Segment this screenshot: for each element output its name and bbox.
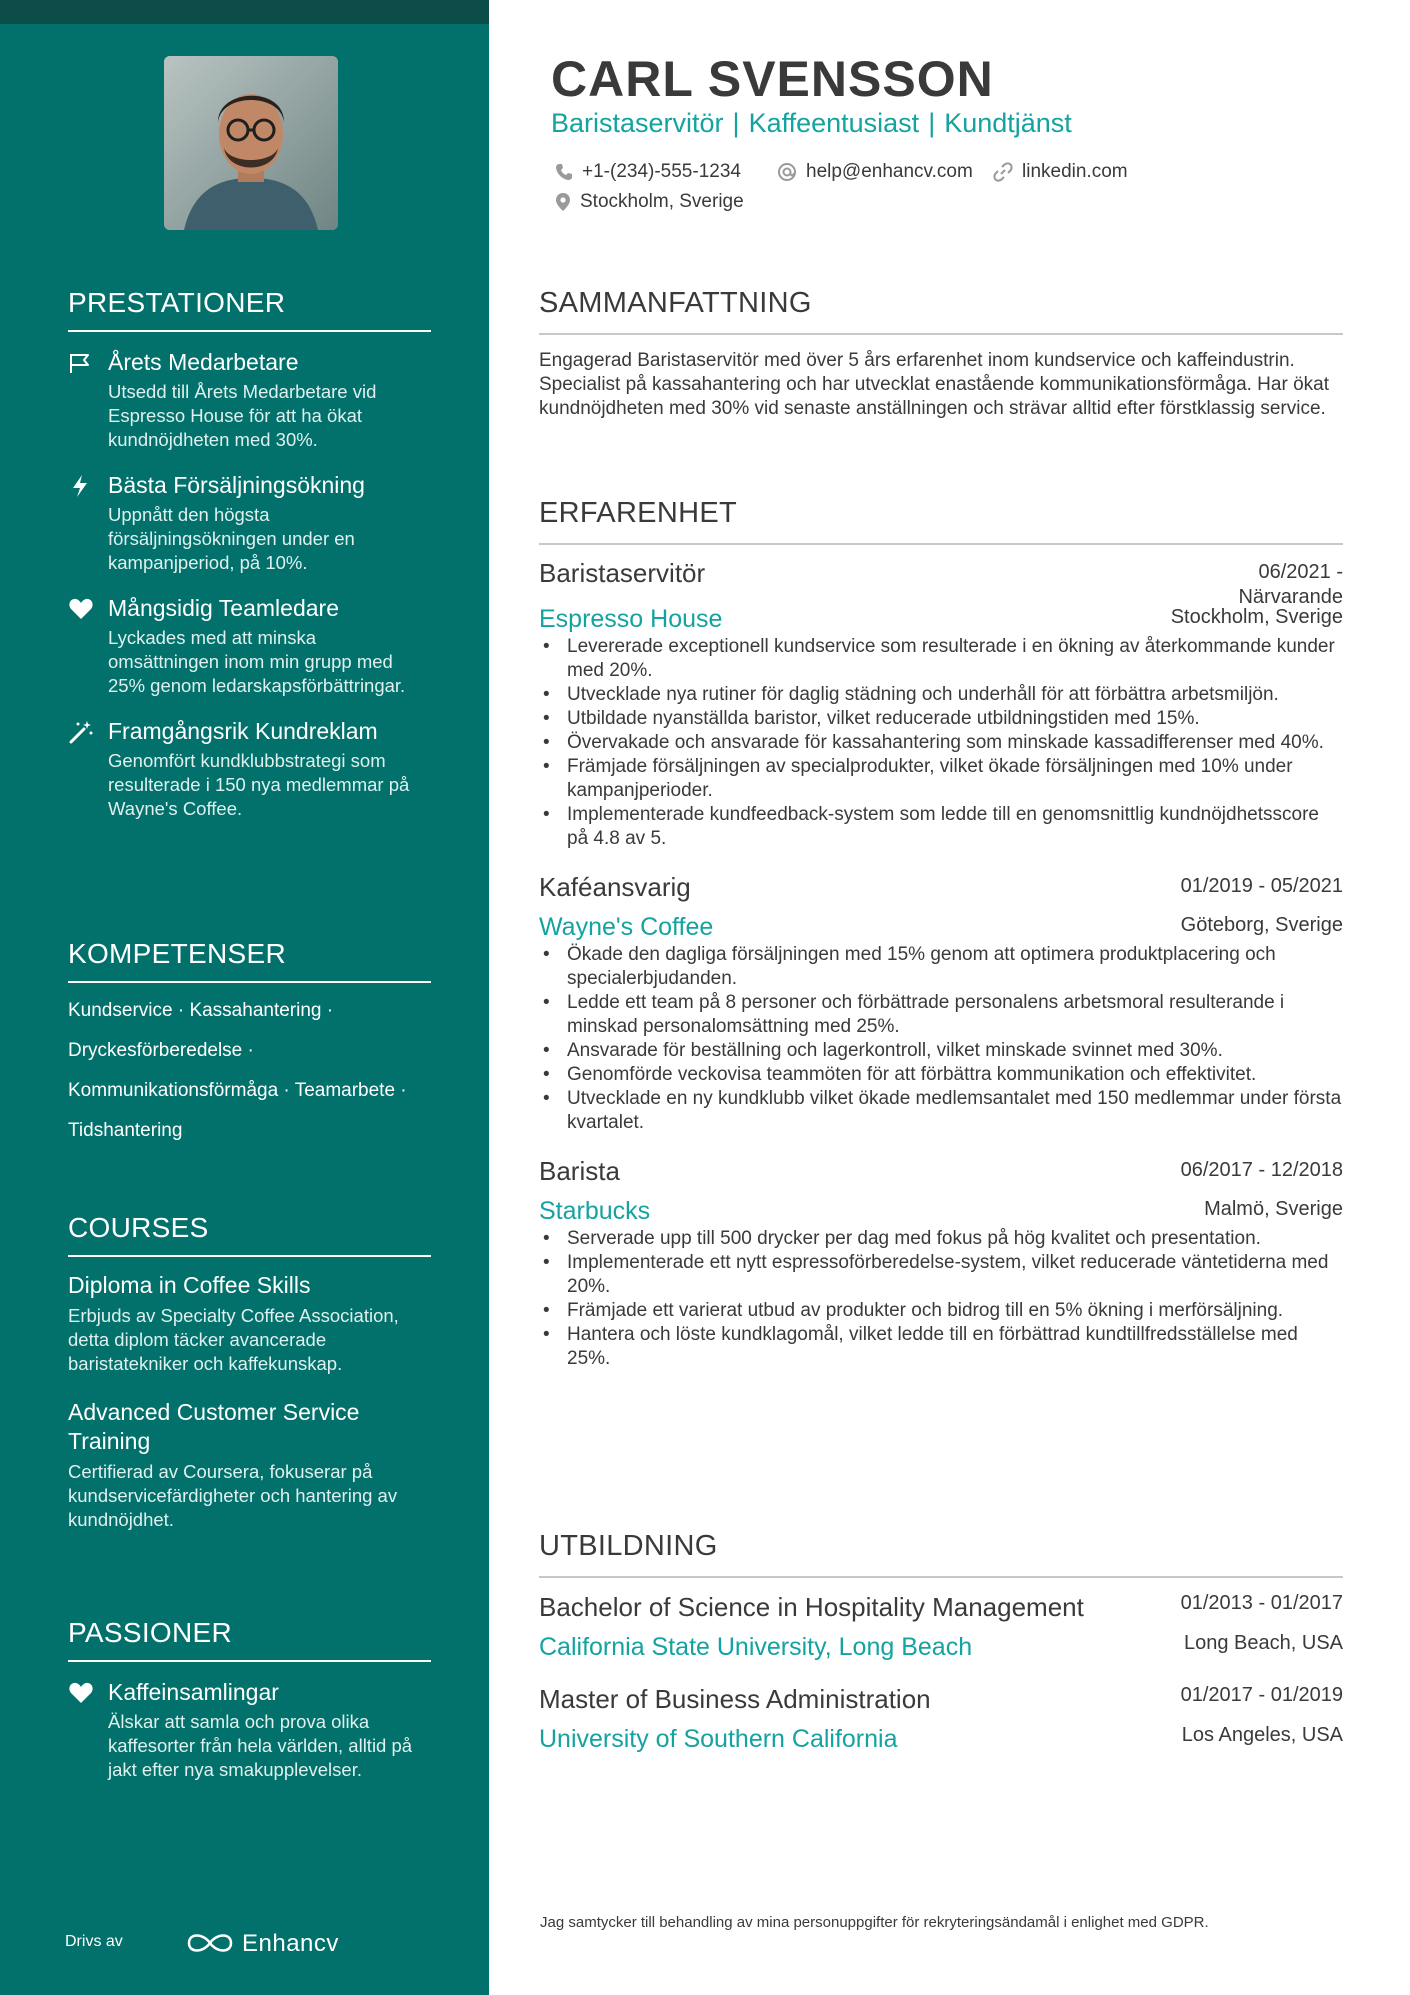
- job-bullet: • Levererade exceptionell kundservice som resulterade i en ökning av återkommande kunder med 20%.: [567, 635, 1343, 683]
- linkedin-text: linkedin.com: [1022, 161, 1128, 182]
- heart-icon: [68, 1681, 94, 1705]
- job-bullet: • Hantera och löste kundklagomål, vilket ledde till en förbättrad kundtillfredsställelse med 25%.: [567, 1323, 1343, 1371]
- skills-list: [68, 999, 431, 1159]
- job-bullet: • Övervakade och ansvarade för kassahantering som minskade kassadifferenser med 40%.: [567, 731, 1343, 755]
- location-text: Stockholm, Sverige: [580, 191, 744, 212]
- gdpr-consent-text: Jag samtycker till behandling av mina personuppgifter för rekryteringsändamål i enlighet med GDPR.: [540, 1914, 1209, 1931]
- powered-by: [65, 1928, 365, 1958]
- experience-section: [539, 497, 1343, 1371]
- achievement-item: [68, 716, 431, 821]
- flag-icon: [68, 351, 94, 375]
- powered-by-label: Drivs av: [65, 1933, 123, 1950]
- course-description: Certifierad av Coursera, fokuserar på kundservicefärdigheter och hantering av kundnöjdhet.: [68, 1461, 398, 1530]
- experience-heading: ERFARENHET: [539, 497, 1343, 545]
- job-location: Stockholm, Sverige: [1170, 606, 1343, 628]
- job-date-start: 06/2021 -: [1258, 561, 1343, 583]
- passion-description: Älskar att samla och prova olika kaffesorter från hela världen, alltid på jakt efter nya smakupplevelser.: [108, 1711, 413, 1780]
- job-entry: [539, 871, 1343, 1135]
- magic-wand-icon: [68, 720, 94, 744]
- job-bullet: • Genomförde veckovisa teammöten för att förbättra kommunikation och effektivitet.: [567, 1063, 1343, 1087]
- courses-heading: COURSES: [68, 1212, 431, 1257]
- lightning-icon: [68, 474, 94, 498]
- job-location: Malmö, Sverige: [1204, 1198, 1343, 1220]
- profile-photo: [164, 56, 338, 230]
- course-item: [68, 1271, 431, 1376]
- job-bullet: • Utbildade nyanställda baristor, vilket reducerade utbildningstiden med 15%.: [567, 707, 1343, 731]
- headline-separator: |: [928, 108, 936, 138]
- email-text: help@enhancv.com: [806, 161, 973, 182]
- job-date: 01/2019 - 05/2021: [1180, 875, 1343, 897]
- achievement-description: Utsedd till Årets Medarbetare vid Espresso House för att ha ökat kundnöjdheten med 30%.: [108, 381, 377, 450]
- job-company-row: [539, 911, 1343, 943]
- course-description: Erbjuds av Specialty Coffee Association, detta diplom täcker avancerade baristatekniker och kaffekunskap.: [68, 1305, 399, 1374]
- job-bullet: • Ledde ett team på 8 personer och förbättrade personalens arbetsmoral resulterande i minskad personalomsättning med 25%.: [567, 991, 1343, 1039]
- education-entry: [539, 1590, 1343, 1664]
- job-company: Wayne's Coffee: [539, 913, 714, 941]
- job-title: Barista: [539, 1156, 620, 1186]
- job-bullet: • Främjade försäljningen av specialprodukter, vilket ökade försäljningen med 10% under kampanjperioder.: [567, 755, 1343, 803]
- job-company: Espresso House: [539, 605, 723, 633]
- job-bullet: • Ökade den dagliga försäljningen med 15% genom att optimera produktplacering och specialerbjudanden.: [567, 943, 1343, 991]
- passions-heading: PASSIONER: [68, 1617, 431, 1662]
- sidebar: [0, 0, 489, 1995]
- education-section: [539, 1530, 1343, 1756]
- job-company-row: [539, 1195, 1343, 1227]
- job-title: Kaféansvarig: [539, 872, 691, 902]
- summary-section: [539, 287, 1343, 421]
- education-degree: Bachelor of Science in Hospitality Management: [539, 1592, 1084, 1622]
- course-item: [68, 1398, 431, 1532]
- job-location: Göteborg, Sverige: [1180, 914, 1343, 936]
- education-degree: Master of Business Administration: [539, 1684, 931, 1714]
- contact-phone[interactable]: [555, 161, 741, 183]
- job-bullet: • Främjade ett varierat utbud av produkter och bidrog till en 5% ökning i merförsäljning.: [567, 1299, 1343, 1323]
- achievement-title: Bästa Försäljningsökning: [108, 472, 365, 498]
- achievement-title: Mångsidig Teamledare: [108, 595, 339, 621]
- skills-line: Kommunikationsförmåga · Teamarbete ·: [68, 1080, 407, 1101]
- education-location: Los Angeles, USA: [1181, 1724, 1343, 1746]
- at-icon: [777, 162, 797, 182]
- education-school: California State University, Long Beach: [539, 1633, 973, 1661]
- education-date: 01/2017 - 01/2019: [1180, 1684, 1343, 1706]
- passion-title: Kaffeinsamlingar: [108, 1679, 279, 1705]
- contact-email[interactable]: [777, 161, 973, 183]
- summary-heading: SAMMANFATTNING: [539, 287, 1343, 335]
- achievement-title: Framgångsrik Kundreklam: [108, 718, 378, 744]
- phone-text: +1-(234)-555-1234: [582, 161, 741, 182]
- education-school: University of Southern California: [539, 1725, 898, 1753]
- sidebar-top-bar: [0, 0, 489, 24]
- achievement-item: [68, 470, 431, 575]
- headline: [551, 108, 1072, 139]
- contact-location: [555, 191, 744, 213]
- headline-role: Kundtjänst: [944, 108, 1072, 138]
- job-entry: [539, 557, 1343, 851]
- passion-item: [68, 1677, 431, 1782]
- education-entry: [539, 1682, 1343, 1756]
- passions-section: [68, 1617, 431, 1782]
- location-pin-icon: [555, 192, 571, 212]
- course-title: Diploma in Coffee Skills: [68, 1272, 311, 1298]
- job-bullet: • Ansvarade för beställning och lagerkontroll, vilket minskade svinnet med 30%.: [567, 1039, 1343, 1063]
- education-heading: UTBILDNING: [539, 1530, 1343, 1578]
- skills-line: Tidshantering: [68, 1120, 183, 1141]
- job-title: Baristaservitör: [539, 558, 706, 588]
- achievements-heading: PRESTATIONER: [68, 287, 431, 332]
- education-location: Long Beach, USA: [1184, 1632, 1343, 1654]
- achievements-section: [68, 287, 431, 821]
- course-title: Advanced Customer Service Training: [68, 1399, 360, 1454]
- achievement-description: Lyckades med att minska omsättningen inom min grupp med 25% genom ledarskapsförbättringar.: [108, 627, 406, 696]
- achievement-item: [68, 347, 431, 452]
- job-company-row: [539, 603, 1343, 635]
- education-date: 01/2013 - 01/2017: [1180, 1592, 1343, 1614]
- job-bullet: • Utvecklade en ny kundklubb vilket ökade medlemsantalet med 150 medlemmar under första kvartalet.: [567, 1087, 1343, 1135]
- headline-role: Kaffeentusiast: [748, 108, 920, 138]
- skills-section: [68, 938, 431, 1159]
- summary-text: Engagerad Baristaservitör med över 5 års erfarenhet inom kundservice och kaffeindustrin. Specialist på kassahantering och har utvecklat enastående kommunikationsförmåga. Har ökat kundnöjdheten med 30% vid senaste anställningen och strävar alltid efter förstklassig service.: [539, 350, 1329, 419]
- job-date: 06/2017 - 12/2018: [1180, 1159, 1343, 1181]
- candidate-name: CARL SVENSSON: [551, 51, 994, 107]
- job-date-end: Närvarande: [1238, 586, 1343, 608]
- job-bullets: [539, 635, 1343, 851]
- skills-line: Dryckesförberedelse ·: [68, 1040, 254, 1061]
- enhancv-logo-icon: [185, 1928, 235, 1958]
- achievement-description: Uppnått den högsta försäljningsökningen under en kampanjperiod, på 10%.: [108, 504, 355, 573]
- job-bullets: [539, 943, 1343, 1135]
- contact-linkedin[interactable]: [993, 161, 1128, 183]
- job-bullet: • Implementerade kundfeedback-system som ledde till en genomsnittlig kundnöjdhetsscore på 4.8 av 5.: [567, 803, 1343, 851]
- job-bullet: • Utvecklade nya rutiner för daglig städning och underhåll för att förbättra arbetsmiljön.: [567, 683, 1343, 707]
- job-bullet: • Serverade upp till 500 drycker per dag med fokus på hög kvalitet och presentation.: [567, 1227, 1343, 1251]
- phone-icon: [555, 163, 573, 181]
- headline-role: Baristaservitör: [551, 108, 724, 138]
- skills-line: Kundservice · Kassahantering ·: [68, 1000, 334, 1021]
- job-bullet: • Implementerade ett nytt espressoförberedelse-system, vilket reducerade väntetiderna med 20%.: [567, 1251, 1343, 1299]
- link-icon: [993, 162, 1013, 182]
- job-entry: [539, 1155, 1343, 1371]
- achievement-description: Genomfört kundklubbstrategi som resulterade i 150 nya medlemmar på Wayne's Coffee.: [108, 750, 410, 819]
- achievement-item: [68, 593, 431, 698]
- heart-icon: [68, 597, 94, 621]
- courses-section: [68, 1212, 431, 1532]
- job-bullets: [539, 1227, 1343, 1371]
- headline-separator: |: [732, 108, 740, 138]
- skills-heading: KOMPETENSER: [68, 938, 431, 983]
- enhancv-wordmark: Enhancv: [242, 1930, 339, 1957]
- job-company: Starbucks: [539, 1197, 651, 1225]
- achievement-title: Årets Medarbetare: [108, 349, 299, 375]
